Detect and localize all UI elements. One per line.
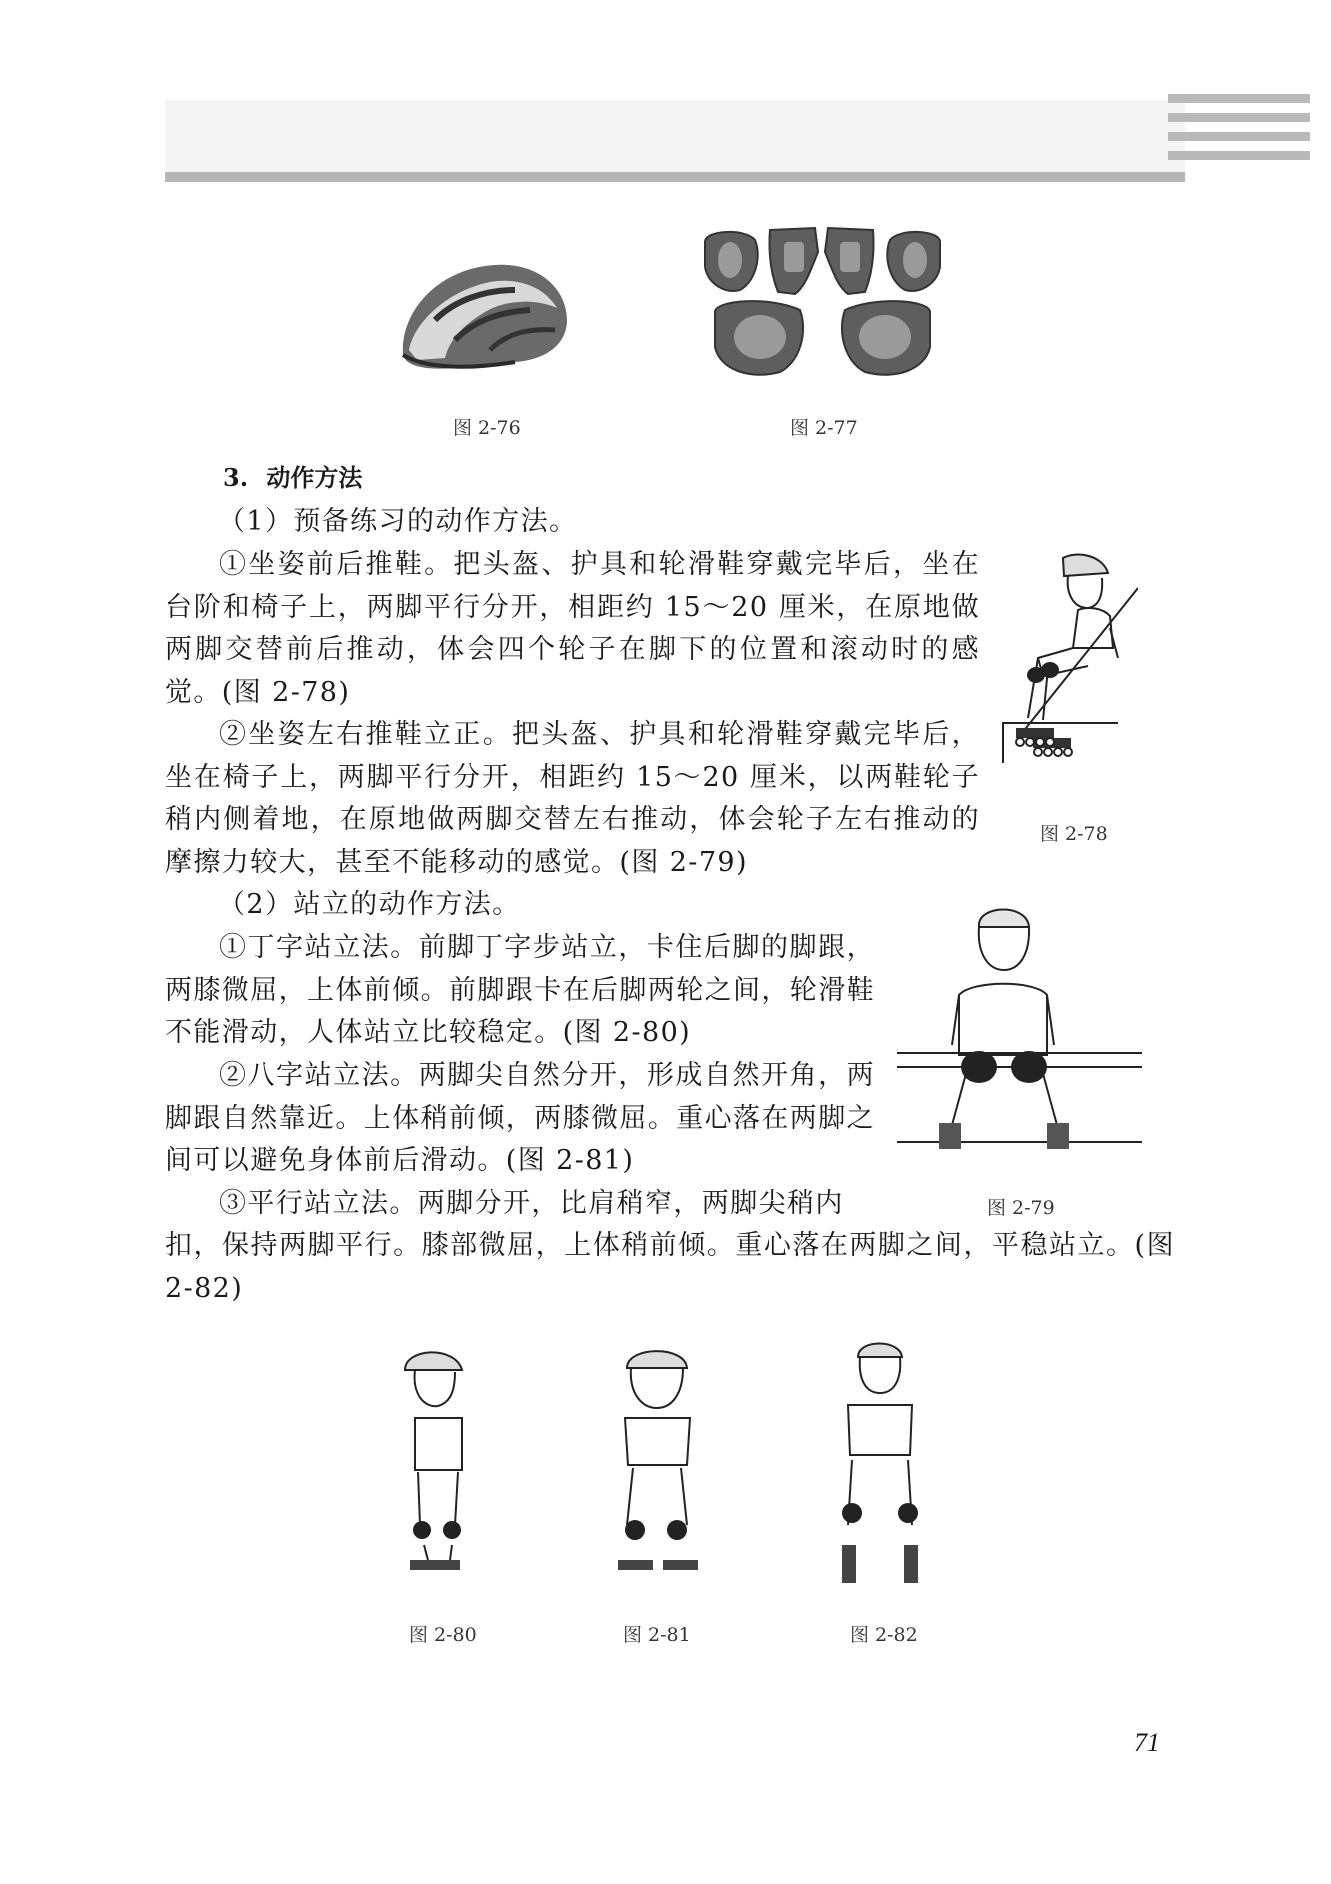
- header-stripe: [1168, 94, 1310, 103]
- v-stance-skater-illustration: [615, 1340, 700, 1585]
- figure-caption-2-79: 图 2-79: [987, 1197, 1055, 1219]
- header-band: [165, 100, 1185, 176]
- paragraph-sitting-left-right: ②坐姿左右推鞋立正。把头盔、护具和轮滑鞋穿戴完毕后，坐在椅子上，两脚平行分开，相距约 15～20 厘米，以两鞋轮子稍内侧着地，在原地做两脚交替左右推动，体会轮子左右推动的摩擦力较大，甚至不能移动的感觉。(图 2-79): [165, 719, 980, 878]
- page-number: 71: [1134, 1728, 1160, 1757]
- paragraph-parallel-stance-rest: 扣，保持两脚平行。膝部微屈，上体稍前倾。重心落在两脚之间，平稳站立。(图 2-82): [165, 1230, 1175, 1304]
- header-stripe: [1168, 132, 1310, 141]
- figure-caption-2-78: 图 2-78: [1040, 823, 1108, 845]
- figure-caption-2-82: 图 2-82: [850, 1624, 918, 1646]
- subsection-2-title: （2）站立的动作方法。: [218, 889, 521, 920]
- protective-pads-image: [700, 222, 945, 382]
- paragraph-parallel-stance-start: ③平行站立法。两脚分开，比肩稍窄，两脚尖稍内: [219, 1188, 844, 1219]
- header-rule: [165, 172, 1185, 182]
- figure-caption-2-81: 图 2-81: [623, 1624, 691, 1646]
- section-heading-number: 3.: [223, 463, 249, 492]
- subsection-1-title: （1）预备练习的动作方法。: [218, 506, 578, 537]
- paragraph-sitting-front-back: ①坐姿前后推鞋。把头盔、护具和轮滑鞋穿戴完毕后，坐在台阶和椅子上，两脚平行分开，相距约 15～20 厘米，在原地做两脚交替前后推动，体会四个轮子在脚下的位置和滚动时的感觉。(图 2-78): [165, 549, 980, 708]
- section-heading-text: 动作方法: [266, 463, 363, 492]
- figure-caption-2-77: 图 2-77: [790, 417, 858, 439]
- header-stripe: [1168, 151, 1310, 160]
- paragraph-t-stance: ①丁字站立法。前脚丁字步站立，卡住后脚的脚跟，两膝微屈，上体前倾。前脚跟卡在后脚两轮之间，轮滑鞋不能滑动，人体站立比较稳定。(图 2-80): [165, 932, 875, 1048]
- t-stance-skater-illustration: [400, 1340, 480, 1585]
- header-stripe: [1168, 113, 1310, 122]
- parallel-stance-skater-illustration: [830, 1335, 925, 1587]
- helmet-image: [395, 250, 575, 380]
- sitting-rail-skater-illustration: [897, 895, 1142, 1160]
- section-heading: [223, 458, 362, 493]
- seated-skater-illustration: [998, 548, 1138, 763]
- figure-caption-2-80: 图 2-80: [409, 1624, 477, 1646]
- paragraph-v-stance: ②八字站立法。两脚尖自然分开，形成自然开角，两脚跟自然靠近。上体稍前倾，两膝微屈。重心落在两脚之间可以避免身体前后滑动。(图 2-81): [165, 1060, 875, 1176]
- figure-caption-2-76: 图 2-76: [453, 417, 521, 439]
